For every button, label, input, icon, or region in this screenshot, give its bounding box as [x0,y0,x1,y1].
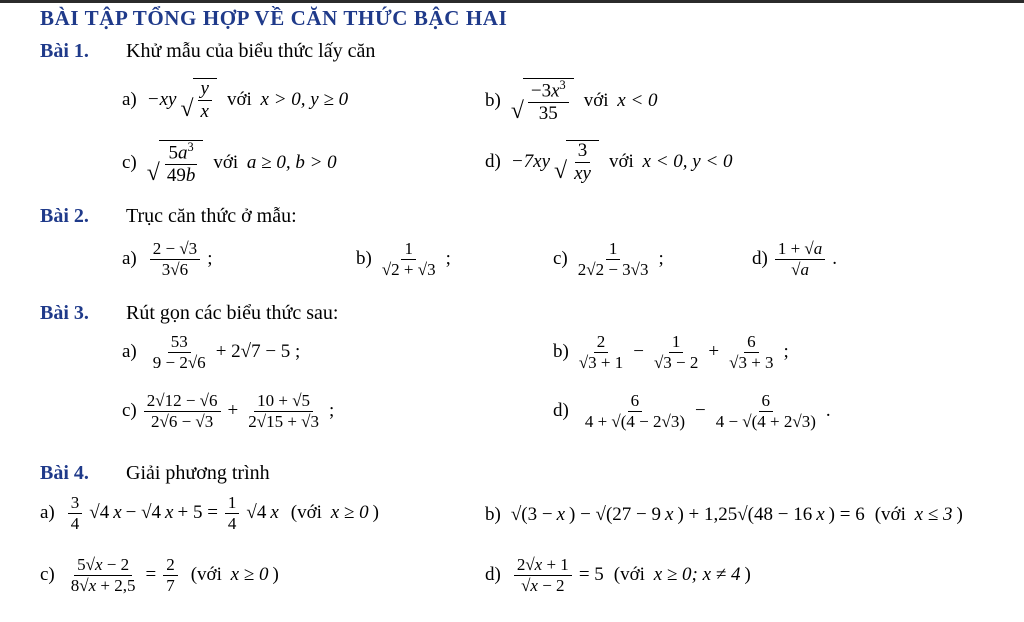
exercise-2c: c) $\frac{1}{2√2 - 3√3}$ ; [553,239,664,279]
item-label: d) [752,248,768,270]
item-label: c) [122,400,137,422]
item-label: a) [122,341,137,363]
item-label: a) [40,502,55,524]
item-label: d) [485,150,501,172]
exercise-3-heading [40,302,338,325]
exercise-2-text: Trục căn thức ở mẫu: [126,205,297,227]
exercise-1b: b) √ $\frac{-3x^3}{35}$ với x < 0 [485,78,658,125]
condition-word: (với [290,502,322,524]
item-label: d) [485,564,501,586]
condition-word: (với [190,564,222,586]
item-label: b) [356,248,372,270]
exercise-1d: d) −7xy √ $\frac{3}{xy}$ với x < 0, y < 0 [485,140,733,185]
condition-word: (với [874,504,906,525]
exercise-3a: a) $\frac{53}{9 - 2√6}$ + 2√7 − 5 ; [122,332,301,372]
condition-word: với [608,150,634,172]
exercise-1a: a) −xy √ $\frac{y}{x}$ với x > 0, y ≥ 0 [122,78,349,123]
exercise-2d: d) $\frac{1 + √a}{√a}$ . [752,239,837,279]
item-label: c) [553,248,568,270]
item-label: d) [553,400,569,422]
exercise-4d: d) $\frac{2√x + 1}{√x - 2}$ = 5 (với x ≥ 0; x ≠ 4 ) [485,555,751,595]
exercise-4-text: Giải phương trình [126,462,270,484]
item-label: c) [122,152,137,174]
exercise-2-number: Bài 2. [40,205,89,227]
exercise-4-heading [40,462,270,485]
item-label: b) [553,341,569,363]
item-label: a) [122,248,137,270]
exercise-4c: c) $\frac{5√x - 2}{8√x + 2,5}$ = $\frac{2}{7}$ (với x ≥ 0 ) [40,555,279,595]
exercise-3d: d) $\frac{6}{4 + √(4 - 2√3)}$ − $\frac{6}{4 - √(4 + 2√3)}$ . [553,391,831,431]
condition-word: (với [613,564,645,586]
exercise-2a: a) $\frac{2 - √3}{3√6}$ ; [122,239,213,279]
condition-word: với [213,152,239,174]
exercise-1c: c) √ $\frac{5a^3}{49b}$ với a ≥ 0, b > 0 [122,140,337,187]
exercise-4b: b) √(3 − x ) − √(27 − 9 x ) + 1,25√(48 − 16 x ) = 6 (với x ≤ 3 ) [485,504,963,525]
exercise-3-number: Bài 3. [40,302,89,324]
exercise-1-number: Bài 1. [40,40,89,62]
exercise-3c: c) $\frac{2√12 - √6}{2√6 - √3}$ + $\frac{10 + √5}{2√15 + √3}$ ; [122,391,335,431]
item-label: a) [122,88,137,110]
exercise-3-text: Rút gọn các biểu thức sau: [126,302,339,324]
item-label: c) [40,564,55,586]
exercise-1-text: Khử mẫu của biểu thức lấy căn [126,40,376,62]
item-label: b) [485,504,501,525]
top-rule [0,0,1024,3]
item-label: b) [485,90,501,112]
exercise-1-heading [40,40,375,63]
condition-word: với [226,88,252,110]
page-title: BÀI TẬP TỔNG HỢP VỀ CĂN THỨC BẬC HAI [40,6,508,30]
exercise-4a: a) $\frac{3}{4}$ √4 x − √4 x + 5 = $\frac{1}{4}$ √4 x (với x ≥ 0 ) [40,493,379,533]
exercise-2b: b) $\frac{1}{√2 + √3}$ ; [356,239,451,279]
exercise-3b: b) $\frac{2}{√3 + 1}$ − $\frac{1}{√3 - 2}$ + $\frac{6}{√3 + 3}$ ; [553,332,789,372]
condition-word: với [583,90,609,112]
exercise-4-number: Bài 4. [40,462,89,484]
exercise-2-heading [40,205,297,228]
